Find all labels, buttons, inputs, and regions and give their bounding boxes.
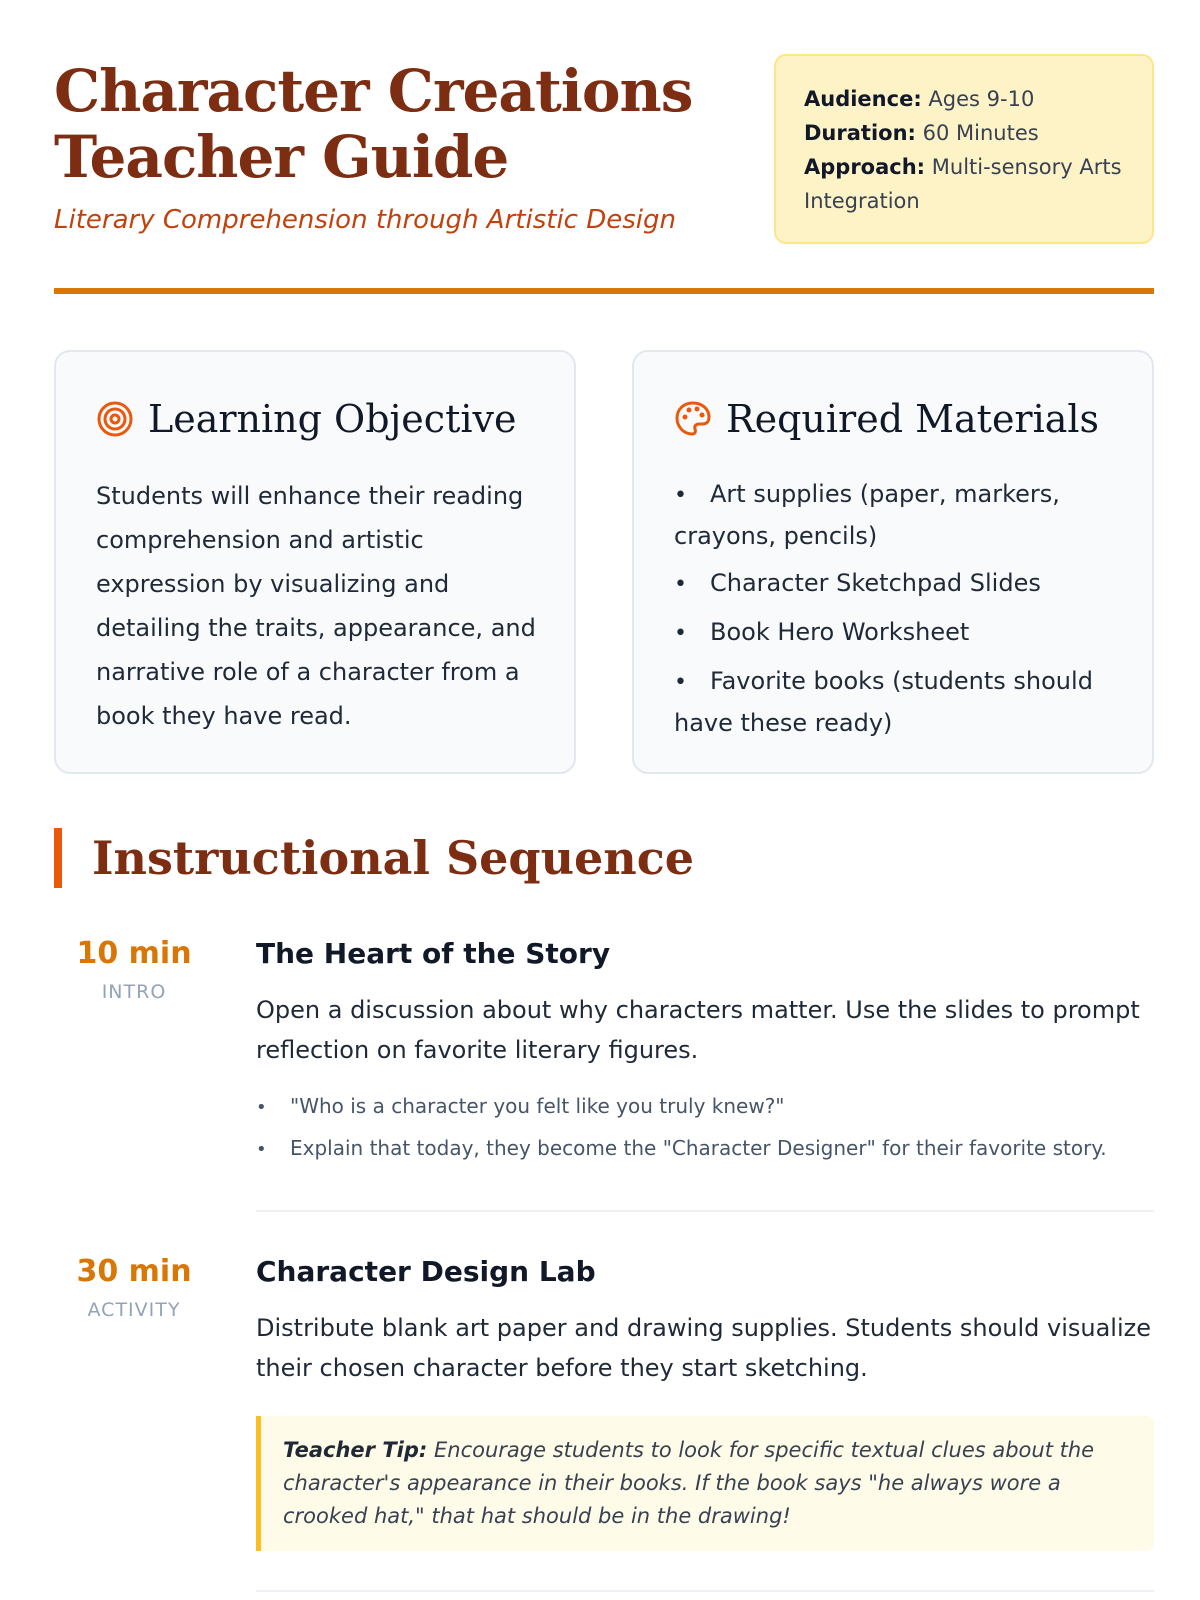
step-title: Character Design Lab — [256, 1255, 596, 1288]
list-item: • Favorite books (students should have these ready) — [674, 661, 1124, 743]
step-content — [256, 1254, 1154, 1551]
step-phase: ACTIVITY — [87, 1299, 181, 1321]
step-duration: 30 min — [76, 1254, 192, 1289]
materials-title: Required Materials — [726, 397, 1100, 441]
list-item: • Explain that today, they become the "Character Designer" for their favorite story. — [256, 1128, 1154, 1170]
duration-value: 60 Minutes — [922, 121, 1039, 145]
step-description: Distribute blank art paper and drawing supplies. Students should visualize their chosen character before they start sketching. — [256, 1314, 1151, 1382]
list-item: • Character Sketchpad Slides — [674, 563, 1124, 605]
step-title: The Heart of the Story — [256, 937, 611, 970]
instructional-sequence-title: Instructional Sequence — [54, 828, 694, 888]
palette-icon — [674, 400, 712, 438]
audience-label: Audience: — [804, 87, 922, 111]
list-item: • Art supplies (paper, markers, crayons, pencils) — [674, 474, 1124, 556]
guide-header — [54, 52, 1154, 292]
step-divider — [256, 1210, 1154, 1212]
page-title — [54, 58, 734, 190]
step-duration: 10 min — [76, 936, 192, 971]
header-divider — [54, 288, 1154, 294]
approach-value: Multi-sensory Arts Integration — [804, 155, 1122, 213]
duration-row — [804, 116, 1124, 150]
step-prompts — [256, 1086, 1154, 1170]
tip-text: Encourage students to look for specific textual clues about the character's appearance in their books. If the book says "he always wore a crooked hat," that hat should be in the drawing! — [283, 1438, 1095, 1528]
learning-objective-card — [54, 350, 576, 774]
audience-value: Ages 9-10 — [928, 87, 1035, 111]
target-icon — [96, 400, 134, 438]
materials-heading — [674, 394, 1099, 444]
teacher-tip-callout — [256, 1416, 1154, 1551]
list-item: • "Who is a character you felt like you truly knew?" — [256, 1086, 1154, 1128]
step-description: Open a discussion about why characters matter. Use the slides to prompt reflection on favorite literary figures. — [256, 996, 1140, 1064]
step-phase: INTRO — [101, 981, 167, 1003]
lesson-meta-box — [774, 54, 1154, 244]
step-content — [256, 936, 1154, 1170]
page-subtitle: Literary Comprehension through Artistic Design — [54, 205, 676, 235]
approach-label: Approach: — [804, 155, 926, 179]
title-line-1: Character Creations — [54, 57, 693, 125]
objective-title: Learning Objective — [148, 397, 517, 441]
title-line-2: Teacher Guide — [54, 123, 509, 191]
tip-label: Teacher Tip: — [283, 1438, 428, 1462]
objective-heading — [96, 394, 516, 444]
approach-row — [804, 150, 1124, 218]
step-divider — [256, 1590, 1154, 1592]
duration-label: Duration: — [804, 121, 916, 145]
audience-row — [804, 82, 1124, 116]
objective-text: Students will enhance their reading comprehension and artistic expression by visualizing and detailing the traits, appearance, and narrative role of a character from a book they have read. — [96, 482, 536, 730]
list-item: • Book Hero Worksheet — [674, 612, 1124, 654]
required-materials-card — [632, 350, 1154, 774]
materials-list — [674, 474, 1124, 750]
